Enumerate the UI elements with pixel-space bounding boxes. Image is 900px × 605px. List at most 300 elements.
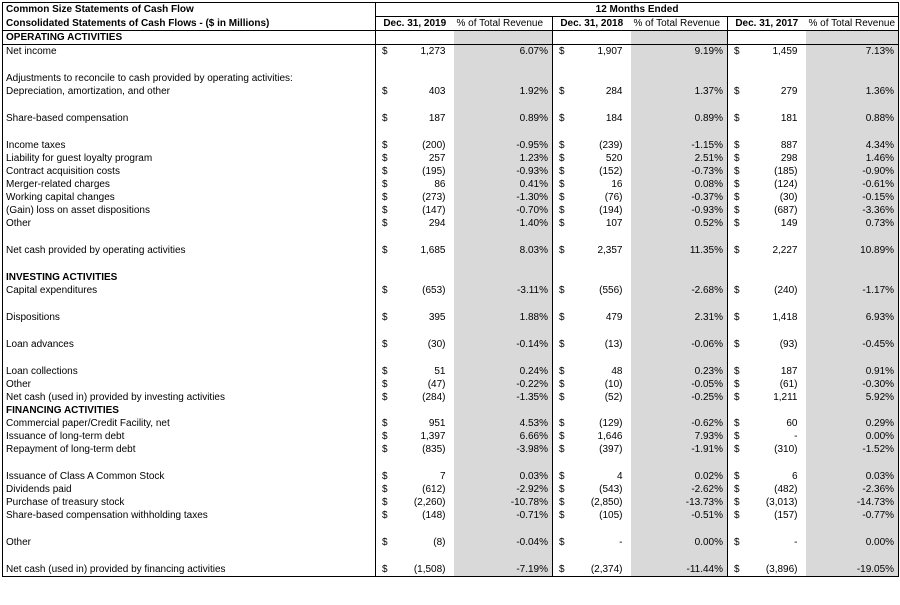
percent-2017: 6.93% (806, 311, 899, 324)
value-2018: (397) (599, 444, 623, 455)
currency-symbol: $ (382, 431, 388, 442)
percent-2019: 0.03% (454, 470, 553, 483)
table-row (3, 45, 899, 59)
row-label: Dispositions (3, 311, 376, 324)
currency-symbol: $ (559, 205, 565, 216)
spacer-row (3, 98, 899, 112)
percent-2019: -0.71% (454, 509, 553, 522)
row-label: Repayment of long-term debt (3, 443, 376, 456)
currency-symbol: $ (559, 285, 565, 296)
row-label: Purchase of treasury stock (3, 496, 376, 509)
percent-2019: -0.22% (454, 378, 553, 391)
value-2017: 6 (791, 471, 798, 482)
value-2018: - (619, 537, 623, 548)
percent-2019: 8.03% (454, 244, 553, 257)
currency-symbol: $ (382, 166, 388, 177)
section-header-row (3, 31, 899, 45)
section-header-row (3, 271, 899, 284)
percent-2017: -0.30% (806, 378, 899, 391)
currency-symbol: $ (382, 339, 388, 350)
percent-2018: -0.93% (631, 204, 728, 217)
table-row (3, 217, 899, 230)
value-2018: (543) (599, 484, 623, 495)
value-2018: (2,850) (590, 497, 623, 508)
row-label: Other (3, 536, 376, 549)
currency-symbol: $ (734, 392, 740, 403)
col-header-pct-2018: % of Total Revenue (631, 17, 728, 31)
row-label: Net cash (used in) provided by financing activities (3, 563, 376, 577)
period-label: 12 Months Ended (376, 3, 899, 17)
value-2018: 520 (605, 153, 623, 164)
table-row (3, 112, 899, 125)
currency-symbol: $ (382, 245, 388, 256)
value-2019: (148) (422, 510, 446, 521)
spacer-row (3, 125, 899, 139)
row-label: Share-based compensation (3, 112, 376, 125)
value-2018: 184 (605, 113, 623, 124)
currency-symbol: $ (559, 366, 565, 377)
currency-symbol: $ (728, 45, 750, 59)
value-2019: 403 (428, 86, 446, 97)
value-2018: 284 (605, 86, 623, 97)
value-2019: (1,508) (398, 563, 454, 577)
percent-2017: 0.03% (806, 470, 899, 483)
currency-symbol: $ (382, 218, 388, 229)
spacer-row (3, 549, 899, 563)
col-header-pct-2019: % of Total Revenue (454, 17, 553, 31)
row-label: Dividends paid (3, 483, 376, 496)
currency-symbol: $ (559, 113, 565, 124)
percent-2019: -3.98% (454, 443, 553, 456)
percent-2019: -7.19% (454, 563, 553, 577)
percent-2017: -14.73% (806, 496, 899, 509)
percent-2017: 10.89% (806, 244, 899, 257)
percent-2019: -0.14% (454, 338, 553, 351)
currency-symbol: $ (382, 285, 388, 296)
row-label: Loan advances (3, 338, 376, 351)
row-label: Merger-related charges (3, 178, 376, 191)
percent-2019: -2.92% (454, 483, 553, 496)
table-row (3, 417, 899, 430)
value-2018: (194) (599, 205, 623, 216)
value-2017: 187 (780, 366, 798, 377)
table-row (3, 338, 899, 351)
value-2019: 1,397 (420, 431, 446, 442)
value-2017: (687) (774, 205, 798, 216)
value-2017: 60 (786, 418, 798, 429)
currency-symbol: $ (559, 392, 565, 403)
table-row (3, 152, 899, 165)
value-2017: 181 (780, 113, 798, 124)
percent-2019: 6.07% (454, 45, 553, 59)
col-header-2018: Dec. 31, 2018 (553, 17, 631, 31)
currency-symbol: $ (734, 339, 740, 350)
table-row (3, 165, 899, 178)
value-2019: 951 (428, 418, 446, 429)
value-2019: 1,273 (398, 45, 454, 59)
currency-symbol: $ (382, 379, 388, 390)
currency-symbol: $ (559, 484, 565, 495)
currency-symbol: $ (734, 245, 740, 256)
percent-2018: -0.06% (631, 338, 728, 351)
value-2019: 7 (439, 471, 446, 482)
value-2018: (2,374) (575, 563, 631, 577)
percent-2017: -0.45% (806, 338, 899, 351)
percent-2018: 0.00% (631, 536, 728, 549)
percent-2018: 11.35% (631, 244, 728, 257)
spacer-row (3, 522, 899, 536)
col-header-pct-2017: % of Total Revenue (806, 17, 899, 31)
currency-symbol: $ (559, 339, 565, 350)
table-row (3, 365, 899, 378)
row-label: Commercial paper/Credit Facility, net (3, 417, 376, 430)
row-label: Income taxes (3, 139, 376, 152)
percent-2018: -0.51% (631, 509, 728, 522)
currency-symbol: $ (382, 153, 388, 164)
percent-2018: 0.02% (631, 470, 728, 483)
table-row (3, 284, 899, 297)
percent-2018: -0.05% (631, 378, 728, 391)
row-label: Working capital changes (3, 191, 376, 204)
currency-symbol: $ (734, 510, 740, 521)
table-row (3, 391, 899, 404)
percent-2018: 0.23% (631, 365, 728, 378)
currency-symbol: $ (734, 537, 740, 548)
value-2019: (47) (427, 379, 446, 390)
currency-symbol: $ (559, 140, 565, 151)
value-2018: (239) (599, 140, 623, 151)
percent-2017: -0.77% (806, 509, 899, 522)
percent-2018: -2.62% (631, 483, 728, 496)
percent-2019: 0.24% (454, 365, 553, 378)
percent-2018: 0.52% (631, 217, 728, 230)
row-label: Issuance of Class A Common Stock (3, 470, 376, 483)
currency-symbol: $ (728, 563, 750, 577)
row-label: Loan collections (3, 365, 376, 378)
percent-2018: -0.73% (631, 165, 728, 178)
value-2018: (76) (604, 192, 623, 203)
currency-symbol: $ (553, 563, 575, 577)
value-2017: (30) (779, 192, 798, 203)
value-2019: 257 (428, 153, 446, 164)
currency-symbol: $ (559, 418, 565, 429)
percent-2017: 1.36% (806, 85, 899, 98)
value-2018: (13) (604, 339, 623, 350)
percent-2017: 0.88% (806, 112, 899, 125)
value-2019: (653) (422, 285, 446, 296)
cash-flow-table (2, 2, 899, 577)
value-2018: 1,907 (575, 45, 631, 59)
currency-symbol: $ (734, 205, 740, 216)
col-header-2017: Dec. 31, 2017 (728, 17, 806, 31)
table-row (3, 139, 899, 152)
spacer-row (3, 257, 899, 271)
currency-symbol: $ (559, 192, 565, 203)
value-2018: (10) (604, 379, 623, 390)
percent-2019: -10.78% (454, 496, 553, 509)
spacer-row (3, 230, 899, 244)
currency-symbol: $ (559, 431, 565, 442)
currency-symbol: $ (559, 86, 565, 97)
section-header-investing: INVESTING ACTIVITIES (3, 271, 376, 284)
section-header-row (3, 404, 899, 417)
value-2017: - (794, 431, 798, 442)
note-row (3, 72, 899, 85)
percent-2017: -0.90% (806, 165, 899, 178)
percent-2017: -3.36% (806, 204, 899, 217)
currency-symbol: $ (559, 166, 565, 177)
sheet-title: Common Size Statements of Cash Flow (3, 3, 376, 17)
value-2019: (2,260) (413, 497, 446, 508)
value-2017: (93) (779, 339, 798, 350)
currency-symbol: $ (559, 379, 565, 390)
value-2019: (200) (422, 140, 446, 151)
currency-symbol: $ (382, 484, 388, 495)
table-row (3, 178, 899, 191)
value-2019: (273) (422, 192, 446, 203)
percent-2018: -2.68% (631, 284, 728, 297)
currency-symbol: $ (734, 113, 740, 124)
percent-2018: 0.08% (631, 178, 728, 191)
table-row (3, 378, 899, 391)
value-2017: 887 (780, 140, 798, 151)
value-2019: 187 (428, 113, 446, 124)
percent-2018: 2.51% (631, 152, 728, 165)
spacer-row (3, 297, 899, 311)
currency-symbol: $ (734, 179, 740, 190)
row-label: Share-based compensation withholding taxes (3, 509, 376, 522)
percent-2019: 0.41% (454, 178, 553, 191)
currency-symbol: $ (734, 366, 740, 377)
value-2019: 1,685 (420, 245, 446, 256)
currency-symbol: $ (734, 218, 740, 229)
percent-2017: 0.91% (806, 365, 899, 378)
percent-2019: 0.89% (454, 112, 553, 125)
table-row (3, 430, 899, 443)
section-header-operating: OPERATING ACTIVITIES (3, 31, 376, 45)
table-row (3, 204, 899, 217)
percent-2018: -13.73% (631, 496, 728, 509)
value-2019: (8) (433, 537, 446, 548)
currency-symbol: $ (382, 392, 388, 403)
value-2018: 107 (605, 218, 623, 229)
value-2018: 48 (611, 366, 623, 377)
table-row (3, 85, 899, 98)
percent-2018: 0.89% (631, 112, 728, 125)
percent-2019: 6.66% (454, 430, 553, 443)
value-2018: 1,646 (597, 431, 623, 442)
value-2017: 298 (780, 153, 798, 164)
table-row (3, 311, 899, 324)
value-2019: 395 (428, 312, 446, 323)
percent-2018: -1.91% (631, 443, 728, 456)
percent-2017: -0.61% (806, 178, 899, 191)
value-2018: 4 (616, 471, 623, 482)
currency-symbol: $ (559, 444, 565, 455)
value-2019: (147) (422, 205, 446, 216)
percent-2017: 0.29% (806, 417, 899, 430)
currency-symbol: $ (559, 471, 565, 482)
value-2019: 51 (434, 366, 446, 377)
currency-symbol: $ (559, 510, 565, 521)
value-2017: 279 (780, 86, 798, 97)
row-label: Net cash provided by operating activities (3, 244, 376, 257)
percent-2017: 0.73% (806, 217, 899, 230)
value-2017: 1,211 (773, 392, 798, 403)
currency-symbol: $ (734, 418, 740, 429)
currency-symbol: $ (382, 140, 388, 151)
row-label: Net cash (used in) provided by investing activities (3, 391, 376, 404)
value-2018: 2,357 (597, 245, 623, 256)
value-2018: 16 (611, 179, 623, 190)
percent-2018: -0.62% (631, 417, 728, 430)
section-header-financing: FINANCING ACTIVITIES (3, 404, 376, 417)
sheet-subtitle: Consolidated Statements of Cash Flows - ($ in Millions) (3, 17, 376, 31)
percent-2019: -0.95% (454, 139, 553, 152)
currency-symbol: $ (382, 86, 388, 97)
value-2017: (61) (779, 379, 798, 390)
row-label: Other (3, 378, 376, 391)
percent-2018: 7.93% (631, 430, 728, 443)
percent-2017: 4.34% (806, 139, 899, 152)
value-2019: (284) (422, 392, 446, 403)
col-header-2019: Dec. 31, 2019 (376, 17, 454, 31)
row-label: Liability for guest loyalty program (3, 152, 376, 165)
currency-symbol: $ (734, 312, 740, 323)
percent-2017: -0.15% (806, 191, 899, 204)
currency-symbol: $ (382, 113, 388, 124)
value-2019: (612) (422, 484, 446, 495)
percent-2018: -1.15% (631, 139, 728, 152)
value-2017: (240) (774, 285, 798, 296)
percent-2019: 1.92% (454, 85, 553, 98)
row-label: Depreciation, amortization, and other (3, 85, 376, 98)
table-row (3, 536, 899, 549)
value-2017: (124) (774, 179, 798, 190)
value-2019: 294 (428, 218, 446, 229)
currency-symbol: $ (734, 153, 740, 164)
currency-symbol: $ (559, 312, 565, 323)
value-2018: (556) (599, 285, 623, 296)
value-2017: (3,896) (750, 563, 806, 577)
table-row (3, 509, 899, 522)
percent-2017: -2.36% (806, 483, 899, 496)
percent-2018: -0.37% (631, 191, 728, 204)
percent-2019: 1.23% (454, 152, 553, 165)
currency-symbol: $ (382, 366, 388, 377)
currency-symbol: $ (734, 444, 740, 455)
value-2017: (157) (774, 510, 798, 521)
spacer-row (3, 58, 899, 72)
percent-2018: 1.37% (631, 85, 728, 98)
currency-symbol: $ (382, 312, 388, 323)
row-label: Other (3, 217, 376, 230)
row-label: Contract acquisition costs (3, 165, 376, 178)
value-2018: 479 (605, 312, 623, 323)
spacer-row (3, 456, 899, 470)
currency-symbol: $ (734, 140, 740, 151)
percent-2017: 5.92% (806, 391, 899, 404)
currency-symbol: $ (734, 86, 740, 97)
value-2019: 86 (434, 179, 446, 190)
table-row (3, 563, 899, 577)
table-row (3, 191, 899, 204)
currency-symbol: $ (734, 471, 740, 482)
currency-symbol: $ (553, 45, 575, 59)
table-row (3, 483, 899, 496)
percent-2017: -1.17% (806, 284, 899, 297)
currency-symbol: $ (734, 497, 740, 508)
currency-symbol: $ (734, 166, 740, 177)
table-row (3, 244, 899, 257)
value-2017: - (794, 537, 798, 548)
value-2019: (30) (427, 339, 446, 350)
percent-2017: 0.00% (806, 430, 899, 443)
currency-symbol: $ (559, 179, 565, 190)
table-row (3, 496, 899, 509)
spacer-row (3, 351, 899, 365)
currency-symbol: $ (734, 285, 740, 296)
value-2017: 2,227 (772, 245, 798, 256)
row-label: Net income (3, 45, 376, 59)
currency-symbol: $ (376, 563, 398, 577)
currency-symbol: $ (559, 218, 565, 229)
value-2017: 149 (780, 218, 798, 229)
percent-2019: 1.40% (454, 217, 553, 230)
percent-2019: -0.93% (454, 165, 553, 178)
value-2017: 1,418 (772, 312, 798, 323)
percent-2019: 1.88% (454, 311, 553, 324)
percent-2019: -0.70% (454, 204, 553, 217)
percent-2018: -0.25% (631, 391, 728, 404)
percent-2018: 9.19% (631, 45, 728, 59)
percent-2019: 4.53% (454, 417, 553, 430)
value-2018: (52) (604, 392, 623, 403)
percent-2017: 1.46% (806, 152, 899, 165)
value-2017: (310) (774, 444, 798, 455)
value-2017: (482) (774, 484, 798, 495)
percent-2018: 2.31% (631, 311, 728, 324)
row-label: Capital expenditures (3, 284, 376, 297)
value-2018: (129) (599, 418, 623, 429)
value-2017: 1,459 (750, 45, 806, 59)
currency-symbol: $ (382, 444, 388, 455)
currency-symbol: $ (376, 45, 398, 59)
percent-2017: -19.05% (806, 563, 899, 577)
currency-symbol: $ (559, 245, 565, 256)
currency-symbol: $ (382, 471, 388, 482)
currency-symbol: $ (559, 497, 565, 508)
currency-symbol: $ (382, 537, 388, 548)
percent-2017: -1.52% (806, 443, 899, 456)
spacer-row (3, 324, 899, 338)
currency-symbol: $ (559, 537, 565, 548)
value-2019: (835) (422, 444, 446, 455)
currency-symbol: $ (382, 192, 388, 203)
value-2017: (3,013) (765, 497, 798, 508)
currency-symbol: $ (382, 418, 388, 429)
currency-symbol: $ (382, 510, 388, 521)
currency-symbol: $ (382, 179, 388, 190)
row-label: Issuance of long-term debt (3, 430, 376, 443)
currency-symbol: $ (734, 484, 740, 495)
currency-symbol: $ (734, 379, 740, 390)
currency-symbol: $ (734, 431, 740, 442)
value-2018: (152) (599, 166, 623, 177)
row-label: (Gain) loss on asset dispositions (3, 204, 376, 217)
currency-symbol: $ (382, 205, 388, 216)
percent-2019: -1.30% (454, 191, 553, 204)
